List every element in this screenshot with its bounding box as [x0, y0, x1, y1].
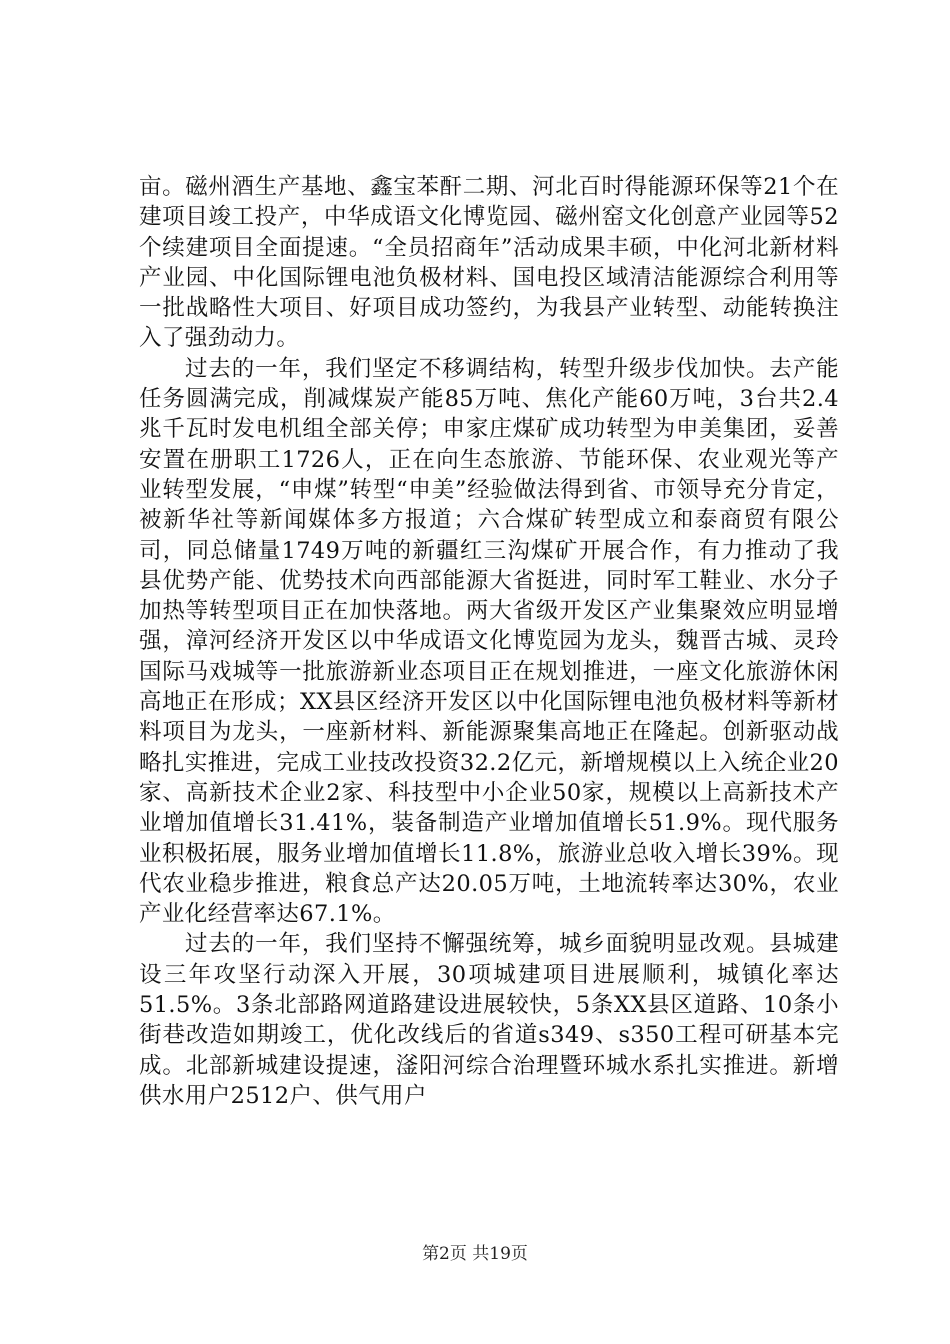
- paragraph-2: 过去的一年，我们坚定不移调结构，转型升级步伐加快。去产能任务圆满完成，削减煤炭产能85万吨、焦化产能60万吨，3台共2.4兆千瓦时发电机组全部关停；申家庄煤矿成功转型为申美集团，妥善安置在册职工1726人，正在向生态旅游、节能环保、农业观光等产业转型发展，“申煤”转型“申美”经验做法得到省、市领导充分肯定，被新华社等新闻媒体多方报道；六合煤矿转型成立和泰商贸有限公司，同总储量1749万吨的新疆红三沟煤矿开展合作，有力推动了我县优势产能、优势技术向西部能源大省挺进，同时军工鞋业、水分子加热等转型项目正在加快落地。两大省级开发区产业集聚效应明显增强，漳河经济开发区以中华成语文化博览园为龙头，魏晋古城、灵玲国际马戏城等一批旅游新业态项目正在规划推进，一座文化旅游休闲高地正在形成；XX县区经济开发区以中化国际锂电池负极材料等新材料项目为龙头，一座新材料、新能源聚集高地正在隆起。创新驱动战略扎实推进，完成工业技改投资32.2亿元，新增规模以上入统企业20家、高新技术企业2家、科技型中小企业50家，规模以上高新技术产业增加值增长31.41%，装备制造产业增加值增长51.9%。现代服务业积极拓展，服务业增加值增长11.8%，旅游业总收入增长39%。现代农业稳步推进，粮食总产达20.05万吨，土地流转率达30%，农业产业化经营率达67.1%。: [139, 355, 839, 928]
- paragraph-3: 过去的一年，我们坚持不懈强统筹，城乡面貌明显改观。县城建设三年攻坚行动深入开展，30项城建项目进展顺利，城镇化率达51.5%。3条北部路网道路建设进展较快，5条XX县区道路、10条小街巷改造如期竣工，优化改线后的省道s349、s350工程可研基本完成。北部新城建设提速，滏阳河综合治理暨环城水系扎实推进。新增供水用户2512户、供气用户: [139, 931, 839, 1109]
- document-body: [139, 172, 839, 1111]
- page-number-footer: 第2页 共19页: [422, 1244, 528, 1264]
- paragraph-1: 亩。磁州酒生产基地、鑫宝苯酐二期、河北百时得能源环保等21个在建项目竣工投产，中华成语文化博览园、磁州窑文化创意产业园等52个续建项目全面提速。“全员招商年”活动成果丰硕，中化河北新材料产业园、中化国际锂电池负极材料、国电投区域清洁能源综合利用等一批战略性大项目、好项目成功签约，为我县产业转型、动能转换注入了强劲动力。: [139, 174, 839, 352]
